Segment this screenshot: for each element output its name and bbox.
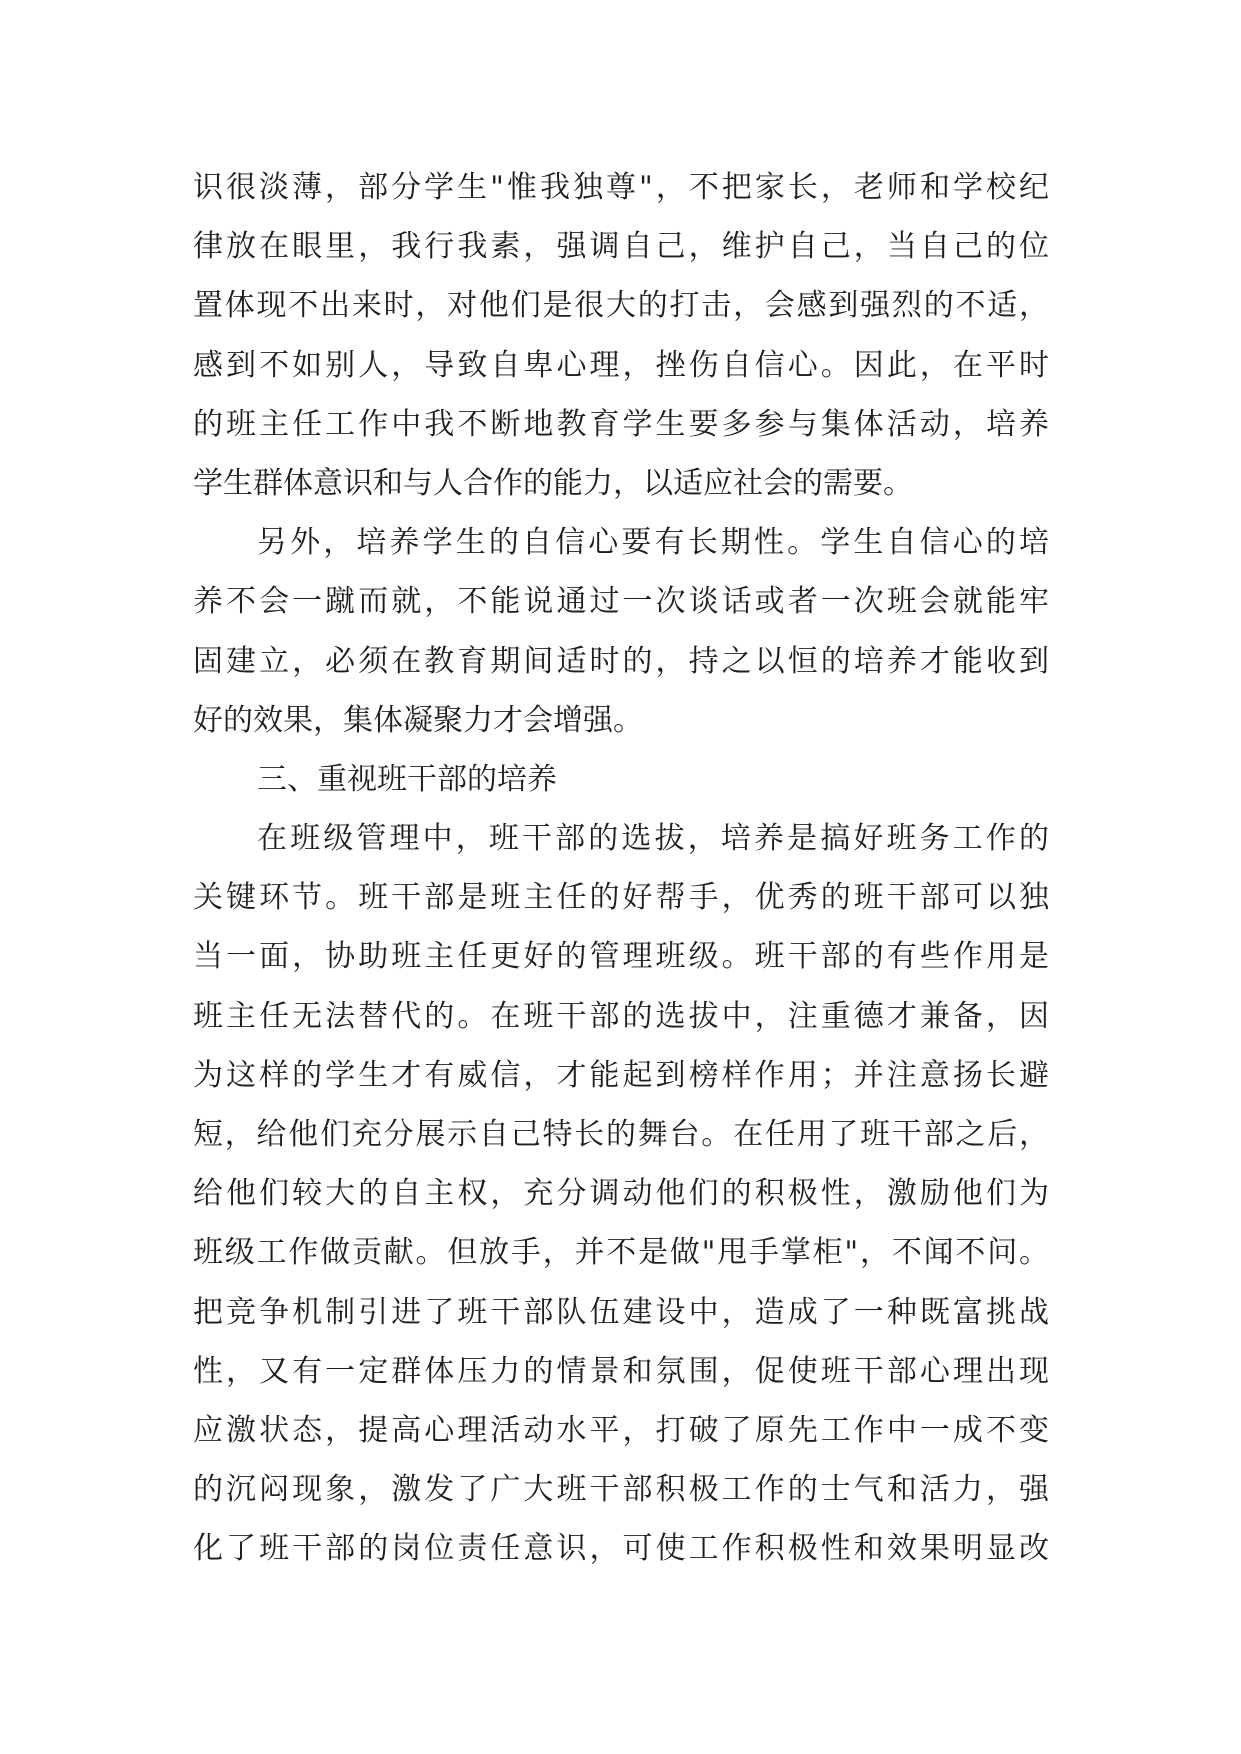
text-line: 好的效果，集体凝聚力才会增强。 [193, 702, 643, 738]
text-line: 的班主任工作中我不断地教育学生要多参与集体活动，培养 [193, 406, 1049, 442]
text-line: 学生群体意识和与人合作的能力，以适应社会的需要。 [193, 465, 913, 501]
text-line: 固建立，必须在教育期间适时的，持之以恒的培养才能收到 [193, 643, 1049, 679]
text-line: 班主任无法替代的。在班干部的选拔中，注重德才兼备，因 [193, 998, 1049, 1034]
text-line: 识很淡薄，部分学生"惟我独尊"，不把家长，老师和学校纪 [193, 170, 1049, 205]
text-line: 班级工作做贡献。但放手，并不是做"甩手掌柜"，不闻不问。 [193, 1235, 1049, 1271]
text-line: 在班级管理中，班干部的选拔，培养是搞好班务工作的 [257, 821, 1049, 857]
text-line: 感到不如别人，导致自卑心理，挫伤自信心。因此，在平时 [193, 347, 1049, 383]
text-line: 关键环节。班干部是班主任的好帮手，优秀的班干部可以独 [193, 880, 1049, 916]
text-line: 养不会一蹴而就，不能说通过一次谈话或者一次班会就能牢 [193, 584, 1049, 620]
text-line: 把竞争机制引进了班干部队伍建设中，造成了一种既富挑战 [193, 1294, 1049, 1330]
text-line: 性，又有一定群体压力的情景和氛围，促使班干部心理出现 [193, 1353, 1049, 1389]
text-line: 的沉闷现象，激发了广大班干部积极工作的士气和活力，强 [193, 1472, 1049, 1508]
text-line: 给他们较大的自主权，充分调动他们的积极性，激励他们为 [193, 1176, 1049, 1212]
text-line: 三、重视班干部的培养 [257, 761, 557, 797]
text-line: 为这样的学生才有威信，才能起到榜样作用；并注意扬长避 [193, 1057, 1049, 1093]
text-line: 律放在眼里，我行我素，强调自己，维护自己，当自己的位 [193, 229, 1049, 265]
text-line: 当一面，协助班主任更好的管理班级。班干部的有些作用是 [193, 939, 1049, 975]
text-line: 应激状态，提高心理活动水平，打破了原先工作中一成不变 [193, 1412, 1049, 1448]
text-line: 短，给他们充分展示自己特长的舞台。在任用了班干部之后， [193, 1117, 1049, 1152]
text-line: 另外，培养学生的自信心要有长期性。学生自信心的培 [257, 525, 1049, 561]
body-text [193, 158, 1049, 1579]
text-line: 置体现不出来时，对他们是很大的打击，会感到强烈的不适， [193, 288, 1049, 324]
text-line: 化了班干部的岗位责任意识，可使工作积极性和效果明显改 [193, 1531, 1049, 1567]
